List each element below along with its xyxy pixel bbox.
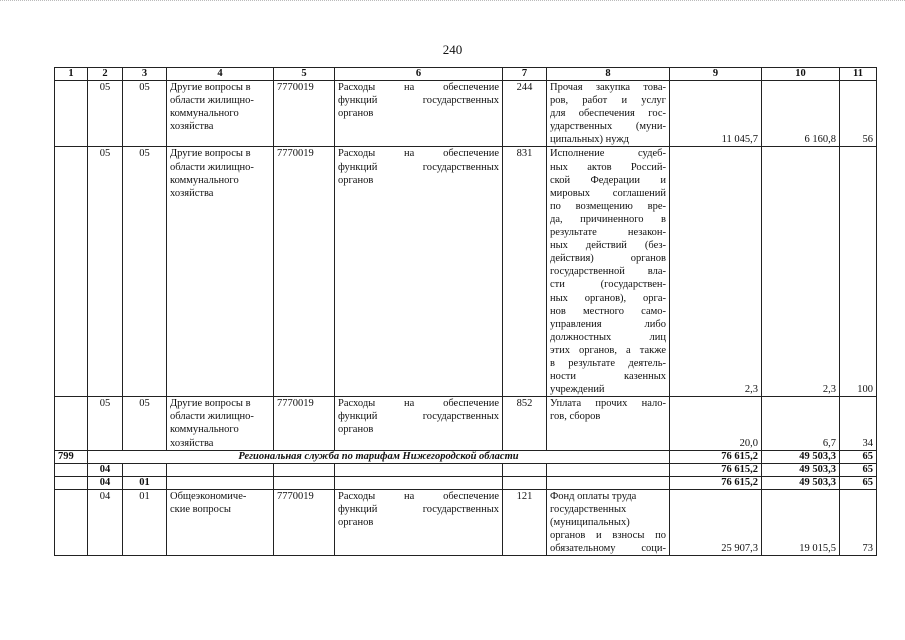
scan-edge xyxy=(0,0,905,2)
cell-subsection: 05 xyxy=(123,147,167,397)
col-header: 7 xyxy=(503,68,547,81)
cell-target-name: Расходы на обеспечение функций государственных органов xyxy=(335,397,503,450)
page-number: 240 xyxy=(442,42,463,57)
cell-target-name: Расходы на обеспечение функций государственных органов xyxy=(335,81,503,147)
cell-section: 04 xyxy=(88,489,123,555)
agency-name: Региональная служба по тарифам Нижегородской области xyxy=(88,450,670,463)
cell-expense-code: 852 xyxy=(503,397,547,450)
cell-percent: 56 xyxy=(840,81,877,147)
col-header: 1 xyxy=(55,68,88,81)
col-header: 8 xyxy=(547,68,670,81)
cell-section: 04 xyxy=(88,463,123,476)
cell-actual: 2,3 xyxy=(762,147,840,397)
budget-table xyxy=(54,67,877,556)
col-header: 4 xyxy=(167,68,274,81)
cell-percent: 65 xyxy=(840,450,877,463)
col-header: 5 xyxy=(274,68,335,81)
cell-expense-name: Уплата прочих нало- гов, сборов xyxy=(547,397,670,450)
cell-actual: 49 503,3 xyxy=(762,476,840,489)
cell-percent: 100 xyxy=(840,147,877,397)
col-header: 11 xyxy=(840,68,877,81)
table-row xyxy=(55,397,877,450)
cell-plan: 25 907,3 xyxy=(670,489,762,555)
cell-actual: 19 015,5 xyxy=(762,489,840,555)
cell-expense-name: Фонд оплаты труда государственных (муниципальных) органов и взносы по обязательному соци- xyxy=(547,489,670,555)
cell-plan: 76 615,2 xyxy=(670,450,762,463)
cell-expense-code: 121 xyxy=(503,489,547,555)
col-header: 9 xyxy=(670,68,762,81)
cell-target-code: 7770019 xyxy=(274,147,335,397)
cell-section: 05 xyxy=(88,397,123,450)
agency-total-row xyxy=(55,450,877,463)
cell-actual: 49 503,3 xyxy=(762,450,840,463)
cell-subsection: 01 xyxy=(123,476,167,489)
cell-subsection-name: Другие вопросы в области жилищно- коммунального хозяйства xyxy=(167,147,274,397)
col-header: 3 xyxy=(123,68,167,81)
cell-section: 05 xyxy=(88,81,123,147)
cell-target-name: Расходы на обеспечение функций государственных органов xyxy=(335,147,503,397)
cell-plan: 2,3 xyxy=(670,147,762,397)
column-number-row xyxy=(55,68,877,81)
col-header: 10 xyxy=(762,68,840,81)
cell-section: 05 xyxy=(88,147,123,397)
cell-plan: 20,0 xyxy=(670,397,762,450)
cell-plan: 76 615,2 xyxy=(670,463,762,476)
cell-target-code: 7770019 xyxy=(274,397,335,450)
cell-actual: 6 160,8 xyxy=(762,81,840,147)
section-total-row xyxy=(55,463,877,476)
cell-actual: 49 503,3 xyxy=(762,463,840,476)
col-header: 2 xyxy=(88,68,123,81)
cell-actual: 6,7 xyxy=(762,397,840,450)
cell-subsection: 05 xyxy=(123,397,167,450)
cell-target-code: 7770019 xyxy=(274,81,335,147)
cell-expense-name: Исполнение судеб- ных актов Россий- ской Федерации и мировых соглашений по возмещению вре- да, причиненного в результате незакон- ных действий (без- действия) органов государственной вла- сти (государствен- ных органов), орга- нов местного само- управления либо должностных лиц этих органов, а также в результате деятель- ности казенных учреждений xyxy=(547,147,670,397)
table-row xyxy=(55,81,877,147)
col-header: 6 xyxy=(335,68,503,81)
table-row xyxy=(55,489,877,555)
cell-subsection-name: Другие вопросы в области жилищно- коммунального хозяйства xyxy=(167,81,274,147)
cell-expense-code: 244 xyxy=(503,81,547,147)
table-row xyxy=(55,147,877,397)
cell-expense-code: 831 xyxy=(503,147,547,397)
cell-subsection-name: Другие вопросы в области жилищно- коммунального хозяйства xyxy=(167,397,274,450)
cell-agency xyxy=(55,397,88,450)
cell-percent: 65 xyxy=(840,463,877,476)
cell-subsection: 05 xyxy=(123,81,167,147)
cell-target-name: Расходы на обеспечение функций государственных органов xyxy=(335,489,503,555)
subsection-total-row xyxy=(55,476,877,489)
cell-agency-code: 799 xyxy=(55,450,88,463)
cell-subsection-name: Общеэкономиче- ские вопросы xyxy=(167,489,274,555)
cell-agency xyxy=(55,81,88,147)
cell-percent: 34 xyxy=(840,397,877,450)
cell-agency xyxy=(55,147,88,397)
cell-percent: 73 xyxy=(840,489,877,555)
cell-plan: 11 045,7 xyxy=(670,81,762,147)
cell-target-code: 7770019 xyxy=(274,489,335,555)
cell-subsection: 01 xyxy=(123,489,167,555)
cell-section: 04 xyxy=(88,476,123,489)
cell-expense-name: Прочая закупка това- ров, работ и услуг для обеспечения гос- ударственных (муни- ципальных) нужд xyxy=(547,81,670,147)
cell-percent: 65 xyxy=(840,476,877,489)
cell-plan: 76 615,2 xyxy=(670,476,762,489)
